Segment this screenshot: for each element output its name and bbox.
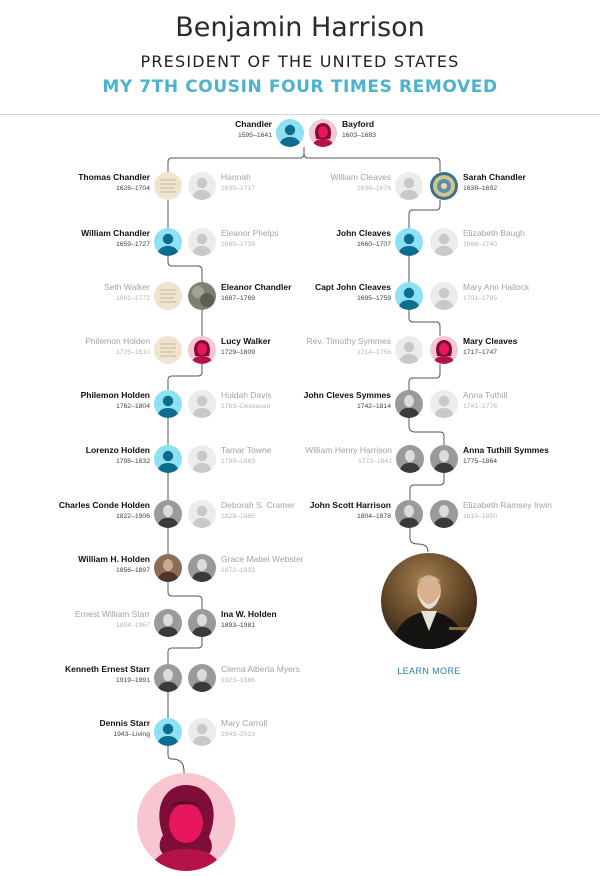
bw-photo-icon <box>154 500 182 528</box>
person-label-ina-w-holden[interactable] <box>221 610 331 630</box>
person-avatar-bayford[interactable] <box>309 119 337 147</box>
person-label-bayford[interactable] <box>342 120 452 140</box>
person-avatar-william-chandler[interactable] <box>154 228 182 256</box>
benjamin-harrison-portrait[interactable] <box>381 553 477 649</box>
person-avatar-lorenzo-holden[interactable] <box>154 445 182 473</box>
person-dates: 1717–1747 <box>463 348 498 356</box>
person-dates: 1822–1906 <box>115 512 150 520</box>
person-label-lorenzo-holden[interactable] <box>40 446 150 466</box>
bw-photo-icon <box>395 500 423 528</box>
person-avatar-huldah-davis[interactable] <box>188 390 216 418</box>
page-subtitle: PRESIDENT OF THE UNITED STATES <box>140 52 460 71</box>
person-name: William Chandler <box>81 228 150 238</box>
person-name: Kenneth Ernest Starr <box>64 664 150 674</box>
person-avatar-clema-alberta-myers[interactable] <box>188 664 216 692</box>
person-label-seth-walker[interactable] <box>40 283 150 303</box>
person-avatar-william-henry-harrison[interactable] <box>396 445 424 473</box>
person-avatar-anna-tuthill-symmes[interactable] <box>430 445 458 473</box>
male-avatar-icon <box>154 718 182 746</box>
person-avatar-capt-john-cleaves[interactable] <box>395 282 423 310</box>
female-avatar-icon <box>309 119 337 147</box>
person-label-charles-conde-holden[interactable] <box>40 501 150 521</box>
person-label-dennis-starr[interactable] <box>40 719 150 739</box>
person-avatar-philemon-holden[interactable] <box>154 390 182 418</box>
person-avatar-sarah-chandler[interactable] <box>430 172 458 200</box>
person-name: Anna Tuthill Symmes <box>463 445 549 455</box>
person-name: Thomas Chandler <box>78 172 150 182</box>
person-label-anna-tuthill[interactable] <box>463 391 573 411</box>
person-name: Lucy Walker <box>221 336 271 346</box>
person-avatar-ernest-william-starr[interactable] <box>154 609 182 637</box>
person-name: Eleanor Phelps <box>221 228 279 238</box>
person-label-john-cleaves[interactable] <box>281 229 391 249</box>
person-label-mary-carroll[interactable] <box>221 719 331 739</box>
seal-photo-icon <box>430 172 458 200</box>
person-label-william-chandler[interactable] <box>40 229 150 249</box>
person-name: Deborah S. Cramer <box>221 500 295 510</box>
portrait-photo-icon <box>381 553 477 649</box>
person-dates: 1856–1897 <box>115 566 150 574</box>
person-avatar-mary-carroll[interactable] <box>188 718 216 746</box>
person-name: Dennis Starr <box>99 718 150 728</box>
person-name: Anna Tuthill <box>463 390 508 400</box>
learn-more-link[interactable]: LEARN MORE <box>397 666 461 676</box>
person-avatar-john-cleves-symmes[interactable] <box>395 390 423 418</box>
person-avatar-tamar-towne[interactable] <box>188 445 216 473</box>
bw-photo-icon <box>154 609 182 637</box>
person-name: Mary Ann Hallock <box>463 282 530 292</box>
person-name: William H. Holden <box>78 554 150 564</box>
person-dates: 1872–1933 <box>221 566 256 574</box>
person-label-capt-john-cleaves[interactable] <box>281 283 391 303</box>
placeholder-avatar-icon <box>395 336 423 364</box>
person-dates: 1603–1683 <box>342 131 377 139</box>
person-avatar-dennis-starr[interactable] <box>154 718 182 746</box>
placeholder-avatar-icon <box>188 500 216 528</box>
bw-photo-icon <box>188 664 216 692</box>
document-photo-icon <box>154 336 182 364</box>
person-name: John Cleves Symmes <box>303 390 391 400</box>
person-label-thomas-chandler[interactable] <box>40 173 150 193</box>
person-avatar-chandler[interactable] <box>276 119 304 147</box>
person-name: Hannah <box>221 172 251 182</box>
person-label-william-h-holden[interactable] <box>40 555 150 575</box>
person-label-john-cleves-symmes[interactable] <box>281 391 391 411</box>
page-title: Benjamin Harrison <box>175 12 425 43</box>
person-avatar-seth-walker[interactable] <box>154 282 182 310</box>
person-dates: 1628–1704 <box>115 184 150 192</box>
person-dates: 1763–Deceased <box>221 402 271 410</box>
person-dates: 1810–1850 <box>463 512 498 520</box>
male-avatar-icon <box>395 282 423 310</box>
placeholder-avatar-icon <box>188 228 216 256</box>
person-avatar-mary-cleaves[interactable] <box>430 336 458 364</box>
person-name: Lorenzo Holden <box>85 445 150 455</box>
person-avatar-grace-mabel-webster[interactable] <box>188 554 216 582</box>
person-dates: 1742–1814 <box>356 402 391 410</box>
person-name: Ina W. Holden <box>221 609 277 619</box>
person-name: Ernest William Starr <box>74 609 150 619</box>
person-dates: 1943–2023 <box>221 730 256 738</box>
person-label-kenneth-ernest-starr[interactable] <box>40 665 150 685</box>
document-photo-icon <box>154 282 182 310</box>
person-avatar-john-scott-harrison[interactable] <box>395 500 423 528</box>
person-label-anna-tuthill-symmes[interactable] <box>463 446 573 466</box>
bw-photo-icon <box>430 445 458 473</box>
sepia-photo-icon <box>154 554 182 582</box>
person-dates: 1666–1740 <box>463 240 498 248</box>
bw-photo-icon <box>430 500 458 528</box>
person-label-sarah-chandler[interactable] <box>463 173 573 193</box>
person-avatar-william-h-holden[interactable] <box>154 554 182 582</box>
person-label-john-scott-harrison[interactable] <box>281 501 391 521</box>
person-label-philemon-holden[interactable] <box>40 337 150 357</box>
male-avatar-icon <box>276 119 304 147</box>
person-avatar-eleanor-chandler[interactable] <box>188 282 216 310</box>
person-dates: 1636–1676 <box>356 184 391 192</box>
person-name: Philemon Holden <box>85 336 150 346</box>
male-avatar-icon <box>154 390 182 418</box>
person-dates: 1773–1841 <box>357 457 392 465</box>
bw-photo-icon <box>396 445 424 473</box>
person-name: Clema Alberta Myers <box>221 664 300 674</box>
person-label-mary-ann-hallock[interactable] <box>463 283 573 303</box>
person-name: Grace Mabel Webster <box>221 554 304 564</box>
my-avatar[interactable] <box>137 773 235 871</box>
person-dates: 1923–1986 <box>221 676 256 684</box>
person-label-chandler[interactable] <box>162 120 272 140</box>
person-dates: 1828–1885 <box>221 512 256 520</box>
placeholder-avatar-icon <box>430 282 458 310</box>
person-dates: 1943–Living <box>113 730 150 738</box>
person-name: Elizabeth Ramsey Irwin <box>463 500 552 510</box>
bw-photo-icon <box>188 554 216 582</box>
stone-photo-icon <box>188 282 216 310</box>
person-label-philemon-holden[interactable] <box>40 391 150 411</box>
female-avatar-icon <box>430 336 458 364</box>
person-name: John Cleaves <box>336 228 391 238</box>
female-avatar-icon <box>188 336 216 364</box>
person-dates: 1660–1707 <box>356 240 391 248</box>
person-name: Sarah Chandler <box>463 172 526 182</box>
person-avatar-thomas-chandler[interactable] <box>154 172 182 200</box>
person-name: Rev. Timothy Symmes <box>306 336 391 346</box>
placeholder-avatar-icon <box>188 718 216 746</box>
person-dates: 1775–1864 <box>463 457 498 465</box>
person-name: William Henry Harrison <box>305 445 392 455</box>
person-name: Seth Walker <box>104 282 150 292</box>
person-label-clema-alberta-myers[interactable] <box>221 665 331 685</box>
person-avatar-john-cleaves[interactable] <box>395 228 423 256</box>
person-avatar-anna-tuthill[interactable] <box>430 390 458 418</box>
person-avatar-kenneth-ernest-starr[interactable] <box>154 664 182 692</box>
person-avatar-ina-w-holden[interactable] <box>188 609 216 637</box>
placeholder-avatar-icon <box>188 172 216 200</box>
document-photo-icon <box>154 172 182 200</box>
person-avatar-rev-timothy-symmes[interactable] <box>395 336 423 364</box>
person-dates: 1725–1810 <box>115 348 150 356</box>
person-dates: 1695–1759 <box>356 294 391 302</box>
person-label-mary-cleaves[interactable] <box>463 337 573 357</box>
placeholder-avatar-icon <box>188 390 216 418</box>
bw-photo-icon <box>395 390 423 418</box>
person-dates: 1701–1785 <box>463 294 498 302</box>
male-avatar-icon <box>154 228 182 256</box>
person-dates: 1804–1878 <box>356 512 391 520</box>
person-dates: 1659–1727 <box>115 240 150 248</box>
person-label-ernest-william-starr[interactable] <box>40 610 150 630</box>
person-label-elizabeth-ramsey-irwin[interactable] <box>463 501 573 521</box>
person-dates: 1729–1809 <box>221 348 256 356</box>
person-name: Chandler <box>235 119 272 129</box>
person-dates: 1714–1756 <box>356 348 391 356</box>
person-name: John Scott Harrison <box>309 500 391 510</box>
person-avatar-hannah[interactable] <box>188 172 216 200</box>
person-name: Mary Cleaves <box>463 336 518 346</box>
person-avatar-william-cleaves[interactable] <box>395 172 423 200</box>
person-name: Eleanor Chandler <box>221 282 292 292</box>
person-name: William Cleaves <box>330 172 391 182</box>
person-dates: 1894–1967 <box>115 621 150 629</box>
bw-photo-icon <box>154 664 182 692</box>
placeholder-avatar-icon <box>430 390 458 418</box>
person-label-elizabeth-baugh[interactable] <box>463 229 573 249</box>
person-name: Philemon Holden <box>80 390 150 400</box>
person-dates: 1638–1692 <box>463 184 498 192</box>
person-dates: 1687–1769 <box>221 294 256 302</box>
person-label-william-cleaves[interactable] <box>281 173 391 193</box>
placeholder-avatar-icon <box>430 228 458 256</box>
person-avatar-philemon-holden[interactable] <box>154 336 182 364</box>
person-avatar-charles-conde-holden[interactable] <box>154 500 182 528</box>
male-avatar-icon <box>154 445 182 473</box>
person-dates: 1893–1981 <box>221 621 256 629</box>
person-label-rev-timothy-symmes[interactable] <box>281 337 391 357</box>
person-avatar-mary-ann-hallock[interactable] <box>430 282 458 310</box>
person-dates: 1762–1804 <box>115 402 150 410</box>
person-avatar-elizabeth-ramsey-irwin[interactable] <box>430 500 458 528</box>
person-dates: 1741–1776 <box>463 402 498 410</box>
person-avatar-eleanor-phelps[interactable] <box>188 228 216 256</box>
male-avatar-icon <box>395 228 423 256</box>
person-name: Capt John Cleaves <box>314 282 391 292</box>
person-dates: 1919–1991 <box>115 676 150 684</box>
person-avatar-elizabeth-baugh[interactable] <box>430 228 458 256</box>
person-label-william-henry-harrison[interactable] <box>282 446 392 466</box>
female-avatar-icon <box>137 773 235 871</box>
person-dates: 1799–1869 <box>221 457 256 465</box>
person-name: Bayford <box>342 119 375 129</box>
person-dates: 1798–1832 <box>115 457 150 465</box>
person-name: Tamar Towne <box>221 445 272 455</box>
person-avatar-lucy-walker[interactable] <box>188 336 216 364</box>
person-name: Elizabeth Baugh <box>463 228 525 238</box>
placeholder-avatar-icon <box>395 172 423 200</box>
person-dates: 1595–1641 <box>237 131 272 139</box>
person-label-grace-mabel-webster[interactable] <box>221 555 331 575</box>
person-name: Charles Conde Holden <box>58 500 150 510</box>
person-dates: 1691–1772 <box>115 294 150 302</box>
person-name: Mary Carroll <box>221 718 268 728</box>
placeholder-avatar-icon <box>188 445 216 473</box>
bw-photo-icon <box>188 609 216 637</box>
person-name: Huldah Davis <box>221 390 272 400</box>
relationship-title: MY 7TH COUSIN FOUR TIMES REMOVED <box>102 77 498 97</box>
person-avatar-deborah-s-cramer[interactable] <box>188 500 216 528</box>
person-dates: 1630–1717 <box>221 184 256 192</box>
person-dates: 1660–1728 <box>221 240 256 248</box>
